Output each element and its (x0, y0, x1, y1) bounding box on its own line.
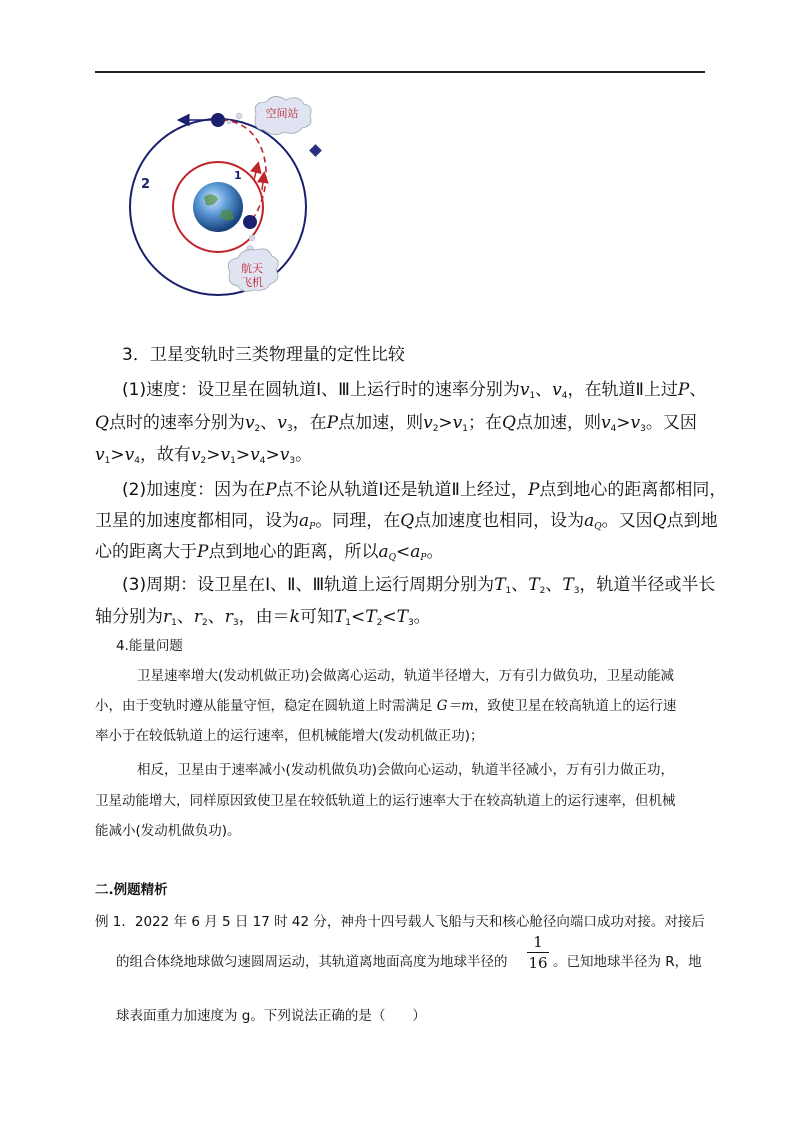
period-line-1: (3)周期：设卫星在Ⅰ、Ⅱ、Ⅲ轨道上运行周期分别为$T_1$、$T_2$、$T_3$，轨道半径或半长 (122, 575, 716, 596)
example1-line-2a: 的组合体绕地球做匀速圆周运动，其轨道离地面高度为地球半径的 (116, 954, 508, 970)
station-satellite-icon (211, 113, 225, 127)
section4-title: 4.能量问题 (116, 638, 183, 654)
fraction-numerator: 1 (527, 933, 549, 953)
orbit-transfer-figure (118, 92, 348, 304)
example1-line-3: 球表面重力加速度为 g。下列说法正确的是（ ） (116, 1008, 426, 1024)
header-rule (95, 71, 705, 73)
energy-p1-line-3: 率小于在较低轨道上的运行速率，但机械能增大(发动机做正功)； (95, 728, 484, 744)
fraction-denominator: 16 (528, 954, 548, 972)
svg-text:空间站: 空间站 (265, 107, 299, 120)
speed-line-1: (1)速度：设卫星在圆轨道Ⅰ、Ⅲ上运行时的速率分别为$v_1$、$v_4$，在轨道Ⅱ上过P、 (122, 380, 707, 401)
example1-line-2b: 。已知地球半径为 R，地 (553, 954, 702, 970)
fraction-one-sixteenth (527, 933, 549, 972)
space-station-cloud (227, 96, 311, 134)
energy-p1-line-1: 卫星速率增大(发动机做正功)会做离心运动，轨道半径增大，万有引力做负功，卫星动能减 (137, 668, 675, 684)
period-line-2: 轴分别为$r_1$、$r_2$、$r_3$，由＝k可知$T_1<T_2<T_3$。 (95, 607, 431, 628)
svg-text:1: 1 (234, 169, 242, 182)
energy-p2-line-1: 相反，卫星由于速率减小(发动机做负功)会做向心运动，轨道半径减小，万有引力做正功， (137, 762, 675, 778)
examples-heading: 二.例题精析 (95, 882, 168, 898)
section3-title: 3．卫星变轨时三类物理量的定性比较 (122, 345, 405, 365)
accel-line-1: (2)加速度：因为在P点不论从轨道Ⅰ还是轨道Ⅱ上经过，P点到地心的距离都相同， (122, 480, 727, 500)
shuttle-cloud (228, 235, 278, 291)
speed-line-3: $v_1>v_4$，故有$v_2>v_1>v_4>v_3$。 (95, 445, 313, 466)
energy-p2-line-3: 能减小(发动机做负功)。 (95, 823, 241, 839)
shuttle-satellite-icon (243, 215, 257, 229)
speed-line-2: Q点时的速率分别为$v_2$、$v_3$，在P点加速，则$v_2>v_1$；在Q点加速，则$v_4>v_3$。又因 (95, 413, 697, 434)
energy-p1-line-2: 小，由于变轨时遵从能量守恒，稳定在圆轨道上时需满足 G＝m，致使卫星在较高轨道上的运行速 (95, 698, 677, 714)
example1-line-1: 例 1．2022 年 6 月 5 日 17 时 42 分，神舟十四号载人飞船与天和核心舱径向端口成功对接。对接后 (95, 914, 705, 930)
earth-icon (193, 182, 243, 232)
accel-line-2: 卫星的加速度都相同，设为$a_P$。同理，在Q点加速度也相同，设为$a_Q$。又因Q点到地 (95, 511, 718, 532)
diamond-icon (309, 144, 322, 157)
svg-text:航天: 航天 (241, 262, 263, 275)
accel-line-3: 心的距离大于P点到地心的距离，所以$a_Q<a_P$。 (95, 542, 444, 563)
svg-text:飞机: 飞机 (241, 276, 263, 289)
svg-text:2: 2 (141, 177, 151, 192)
energy-p2-line-2: 卫星动能增大，同样原因致使卫星在较低轨道上的运行速率大于在较高轨道上的运行速率，但机械 (95, 793, 676, 809)
